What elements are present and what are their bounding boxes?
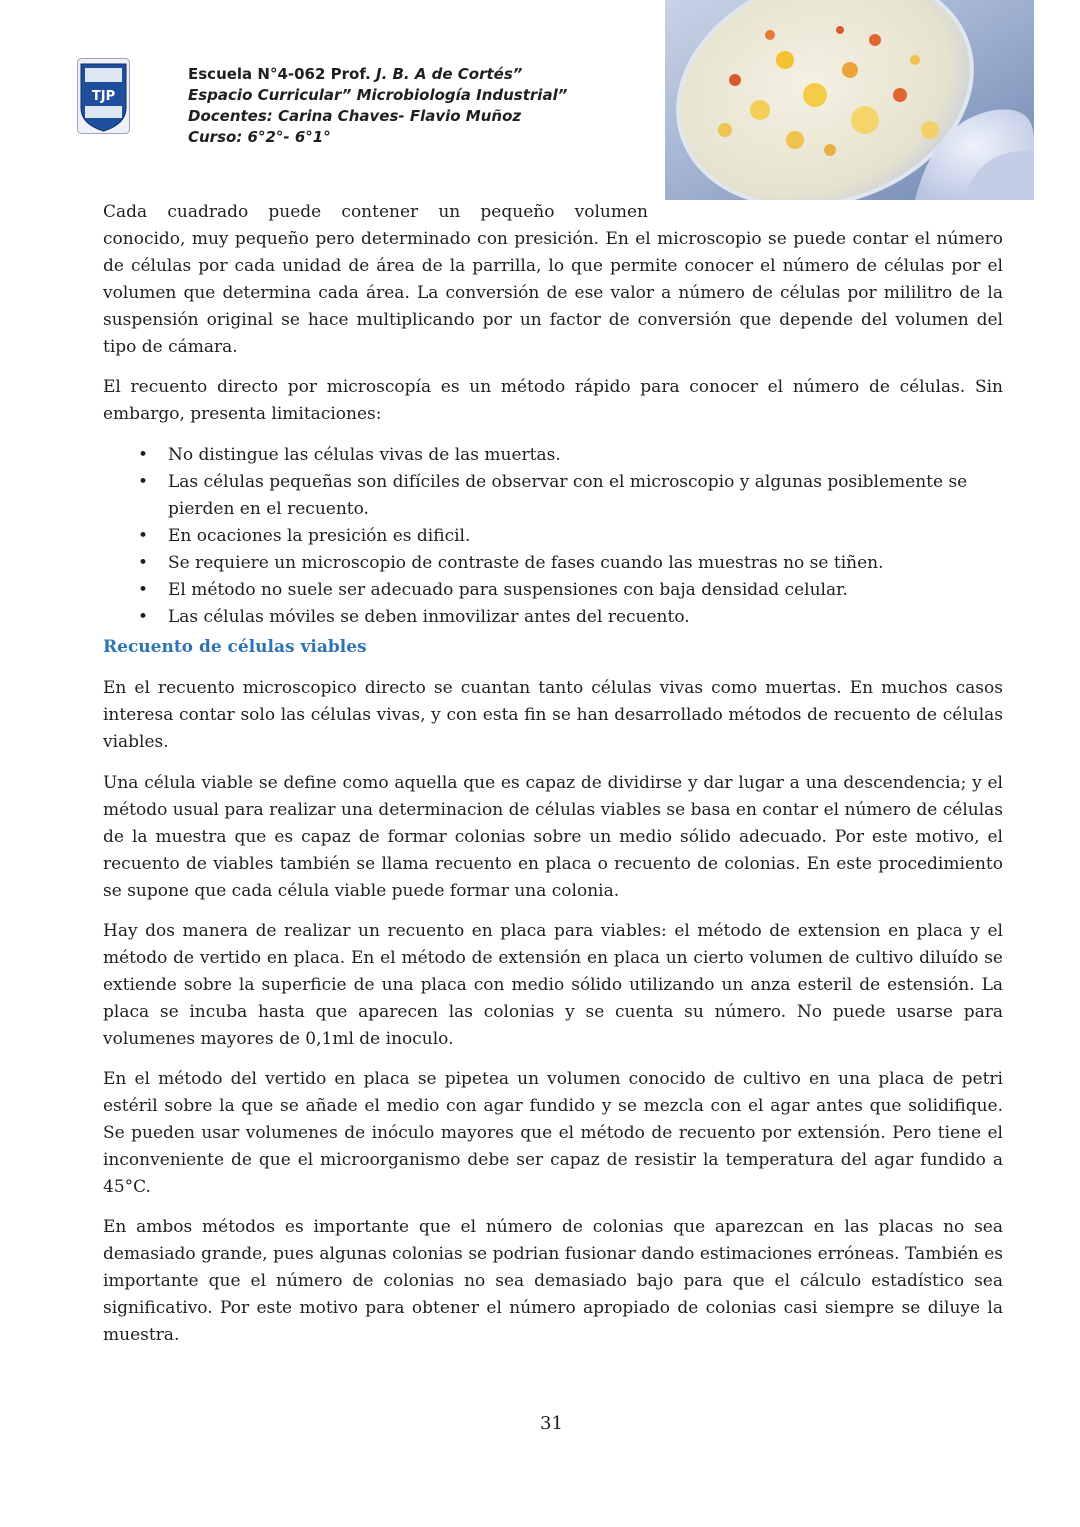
list-item-text: Las células móviles se deben inmovilizar antes del recuento.: [168, 607, 690, 627]
bullet-icon: •: [138, 472, 149, 492]
school-name: J. B. A de Cortés”: [375, 65, 523, 83]
school-prefix: Escuela N°4-062 Prof.: [188, 65, 376, 83]
list-item-text: Se requiere un microscopio de contraste de fases cuando las muestras no se tiñen.: [168, 553, 884, 573]
bullet-icon: •: [138, 553, 149, 573]
list-item-text: Las células pequeñas son difíciles de observar con el microscopio y algunas posiblemente se pierden en el recuento.: [168, 472, 968, 519]
paragraph-plate-methods: Hay dos manera de realizar un recuento en placa para viables: el método de extension en placa y el método de vertido en placa. En el método de extensión en placa un cierto volumen de cultivo diluído se extiende sobre la superficie de una placa con medio sólido utilizando un anza esteril de estensión. La placa se incuba hasta que aparecen las colonias y se cuenta su número. No puede usarse para volumenes mayores de 0,1ml de inoculo.: [103, 921, 1003, 1049]
document-header: [188, 64, 567, 148]
list-item-text: En ocaciones la presición es dificil.: [168, 526, 471, 546]
list-item: [103, 523, 1003, 550]
subject-line: Espacio Curricular” Microbiología Industrial”: [188, 86, 568, 104]
limitations-list: [103, 442, 1003, 631]
list-item: [103, 550, 1003, 577]
intro-paragraph: conocido, muy pequeño pero determinado con presición. En el microscopio se puede contar el número de células por cada unidad de área de la parrilla, lo que permite conocer el número de células por el volumen que determina cada área. La conversión de ese valor a número de células por mililitro de la suspensión original se hace multiplicando por un factor de conversión que depende del volumen del tipo de cámara.: [103, 229, 1003, 357]
paragraph-viable-definition: Una célula viable se define como aquella que es capaz de dividirse y dar lugar a una descendencia; y el método usual para realizar una determinacion de células viables se basa en contar el número de células de la muestra que es capaz de formar colonias sobre un medio sólido adecuado. Por este motivo, el recuento de viables también se llama recuento en placa o recuento de colonias. En este procedimiento se supone que cada célula viable puede formar una colonia.: [103, 773, 1003, 901]
bullet-icon: •: [138, 526, 149, 546]
list-item: [103, 577, 1003, 604]
list-item-text: El método no suele ser adecuado para suspensiones con baja densidad celular.: [168, 580, 848, 600]
bullet-icon: •: [138, 580, 149, 600]
list-item: [103, 604, 1003, 631]
bullet-icon: •: [138, 445, 149, 465]
logo-text: TJP: [91, 89, 116, 104]
school-crest-logo: [77, 58, 130, 134]
school-line: [188, 64, 567, 85]
list-item: [103, 469, 1003, 523]
intro-first-line: Cada cuadrado puede contener un pequeño volumen: [103, 202, 648, 222]
list-item: [103, 442, 1003, 469]
paragraph-pour-plate: En el método del vertido en placa se pipetea un volumen conocido de cultivo en una placa de petri estéril sobre la que se añade el medio con agar fundido y se mezcla con el agar antes que solidifique. Se pueden usar volumenes de inóculo mayores que el método de recuento por extensión. Pero tiene el inconveniente de que el microorganismo debe ser capaz de resistir la temperatura del agar fundido a 45°C.: [103, 1069, 1003, 1197]
petri-dish-photo: [665, 0, 1034, 200]
bullet-icon: •: [138, 607, 149, 627]
paragraph-viable-intro: En el recuento microscopico directo se cuantan tanto células vivas como muertas. En muchos casos interesa contar solo las células vivas, y con esta fin se han desarrollado métodos de recuento de células viables.: [103, 678, 1003, 752]
paragraph-both-methods: En ambos métodos es importante que el número de colonias que aparezcan en las placas no sea demasiado grande, pues algunas colonias se podrian fusionar dando estimaciones erróneas. También es importante que el número de colonias no sea demasiado bajo para que el cálculo estadístico sea significativo. Por este motivo para obtener el número apropiado de colonias casi siempre se diluye la muestra.: [103, 1217, 1003, 1345]
teachers-line: Docentes: Carina Chaves- Flavio Muñoz: [188, 107, 522, 125]
page-number: 31: [540, 1413, 563, 1434]
list-item-text: No distingue las células vivas de las muertas.: [168, 445, 561, 465]
course-line: Curso: 6°2°- 6°1°: [188, 128, 331, 146]
limitations-intro-paragraph: El recuento directo por microscopía es un método rápido para conocer el número de células. Sin embargo, presenta limitaciones:: [103, 377, 1003, 424]
section-heading: Recuento de células viables: [103, 637, 367, 657]
